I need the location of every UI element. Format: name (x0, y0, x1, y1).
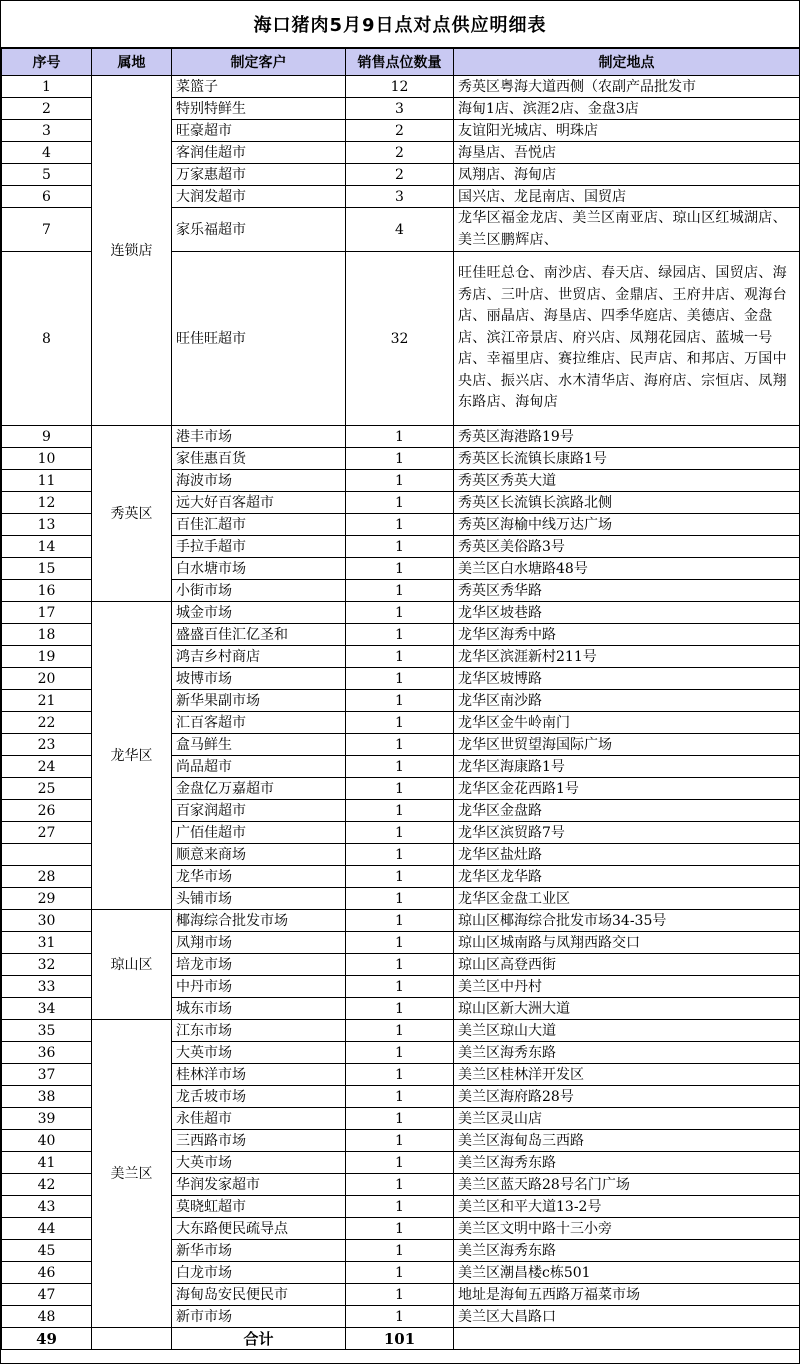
table-row (2, 1020, 800, 1042)
header-no: 序号 (2, 49, 92, 76)
qty-cell: 1 (346, 470, 454, 492)
qty-cell: 1 (346, 690, 454, 712)
location-cell: 龙华区金花西路1号 (454, 778, 800, 800)
qty-cell: 1 (346, 580, 454, 602)
location-cell: 龙华区南沙路 (454, 690, 800, 712)
customer-cell: 大英市场 (172, 1042, 346, 1064)
location-cell: 美兰区海府路28号 (454, 1086, 800, 1108)
qty-cell: 1 (346, 1042, 454, 1064)
customer-cell: 旺佳旺超市 (172, 252, 346, 426)
qty-cell: 1 (346, 668, 454, 690)
location-cell: 美兰区海秀东路 (454, 1042, 800, 1064)
qty-cell: 1 (346, 602, 454, 624)
table-row (2, 426, 800, 448)
location-cell: 龙华区福金龙店、美兰区南亚店、琼山区红城湖店、美兰区鹏辉店、 (454, 208, 800, 252)
location-cell: 秀英区粤海大道西侧（农副产品批发市 (454, 76, 800, 98)
row-number: 27 (2, 822, 92, 844)
qty-cell: 1 (346, 426, 454, 448)
customer-cell: 华润发家超市 (172, 1174, 346, 1196)
customer-cell: 凤翔市场 (172, 932, 346, 954)
customer-cell: 江东市场 (172, 1020, 346, 1042)
customer-cell: 盒马鲜生 (172, 734, 346, 756)
customer-cell: 新华果副市场 (172, 690, 346, 712)
location-cell: 美兰区海甸岛三西路 (454, 1130, 800, 1152)
row-number: 46 (2, 1262, 92, 1284)
customer-cell: 金盘亿万嘉超市 (172, 778, 346, 800)
row-number: 9 (2, 426, 92, 448)
header-row (2, 49, 800, 76)
customer-cell: 海波市场 (172, 470, 346, 492)
total-qty: 101 (346, 1328, 454, 1350)
region-cell: 秀英区 (92, 426, 172, 602)
row-number: 26 (2, 800, 92, 822)
location-cell: 龙华区坡巷路 (454, 602, 800, 624)
customer-cell: 椰海综合批发市场 (172, 910, 346, 932)
location-cell: 龙华区海秀中路 (454, 624, 800, 646)
row-number: 44 (2, 1218, 92, 1240)
qty-cell: 1 (346, 976, 454, 998)
location-cell: 龙华区滨涯新村211号 (454, 646, 800, 668)
qty-cell: 1 (346, 1196, 454, 1218)
qty-cell: 1 (346, 800, 454, 822)
total-row-number: 49 (2, 1328, 92, 1350)
row-number: 3 (2, 120, 92, 142)
location-cell: 秀英区长流镇长滨路北侧 (454, 492, 800, 514)
qty-cell: 1 (346, 734, 454, 756)
location-cell: 秀英区秀华路 (454, 580, 800, 602)
qty-cell: 1 (346, 646, 454, 668)
location-cell: 龙华区金盘工业区 (454, 888, 800, 910)
customer-cell: 城金市场 (172, 602, 346, 624)
customer-cell: 白水塘市场 (172, 558, 346, 580)
customer-cell: 家乐福超市 (172, 208, 346, 252)
qty-cell: 1 (346, 778, 454, 800)
customer-cell: 龙华市场 (172, 866, 346, 888)
qty-cell: 3 (346, 186, 454, 208)
location-cell: 龙华区世贸望海国际广场 (454, 734, 800, 756)
customer-cell: 大润发超市 (172, 186, 346, 208)
row-number: 30 (2, 910, 92, 932)
location-cell: 秀英区海榆中线万达广场 (454, 514, 800, 536)
customer-cell: 鸿吉乡村商店 (172, 646, 346, 668)
customer-cell: 百佳汇超市 (172, 514, 346, 536)
qty-cell: 12 (346, 76, 454, 98)
customer-cell: 桂林洋市场 (172, 1064, 346, 1086)
location-cell: 地址是海甸五西路万福菜市场 (454, 1284, 800, 1306)
location-cell: 美兰区文明中路十三小旁 (454, 1218, 800, 1240)
header-region: 属地 (92, 49, 172, 76)
qty-cell: 1 (346, 492, 454, 514)
customer-cell: 广佰佳超市 (172, 822, 346, 844)
row-number: 18 (2, 624, 92, 646)
qty-cell: 4 (346, 208, 454, 252)
location-cell: 秀英区美俗路3号 (454, 536, 800, 558)
location-cell: 秀英区海港路19号 (454, 426, 800, 448)
row-number: 48 (2, 1306, 92, 1328)
table-body (2, 76, 800, 1350)
qty-cell: 2 (346, 120, 454, 142)
location-cell: 龙华区金牛岭南门 (454, 712, 800, 734)
location-cell: 美兰区蓝天路28号名门广场 (454, 1174, 800, 1196)
qty-cell: 1 (346, 514, 454, 536)
customer-cell: 培龙市场 (172, 954, 346, 976)
qty-cell: 1 (346, 1306, 454, 1328)
customer-cell: 龙舌坡市场 (172, 1086, 346, 1108)
row-number: 47 (2, 1284, 92, 1306)
customer-cell: 大英市场 (172, 1152, 346, 1174)
customer-cell: 菜篮子 (172, 76, 346, 98)
location-cell: 海垦店、吾悦店 (454, 142, 800, 164)
row-number: 13 (2, 514, 92, 536)
qty-cell: 1 (346, 756, 454, 778)
location-cell: 琼山区高登西街 (454, 954, 800, 976)
total-spacer (92, 1328, 172, 1350)
location-cell: 美兰区灵山店 (454, 1108, 800, 1130)
row-number: 6 (2, 186, 92, 208)
table-row (2, 910, 800, 932)
row-number: 2 (2, 98, 92, 120)
total-label: 合计 (172, 1328, 346, 1350)
supply-table (1, 48, 800, 1350)
row-number: 5 (2, 164, 92, 186)
qty-cell: 1 (346, 1262, 454, 1284)
customer-cell: 新市市场 (172, 1306, 346, 1328)
customer-cell: 坡博市场 (172, 668, 346, 690)
row-number (2, 844, 92, 866)
location-cell: 秀英区长流镇长康路1号 (454, 448, 800, 470)
row-number: 39 (2, 1108, 92, 1130)
qty-cell: 1 (346, 998, 454, 1020)
row-number: 24 (2, 756, 92, 778)
row-number: 43 (2, 1196, 92, 1218)
qty-cell: 2 (346, 142, 454, 164)
qty-cell: 2 (346, 164, 454, 186)
region-cell: 琼山区 (92, 910, 172, 1020)
row-number: 8 (2, 252, 92, 426)
row-number: 34 (2, 998, 92, 1020)
location-cell: 美兰区中丹村 (454, 976, 800, 998)
qty-cell: 1 (346, 822, 454, 844)
location-cell: 秀英区秀英大道 (454, 470, 800, 492)
customer-cell: 新华市场 (172, 1240, 346, 1262)
row-number: 41 (2, 1152, 92, 1174)
row-number: 23 (2, 734, 92, 756)
location-cell: 琼山区城南路与凤翔西路交口 (454, 932, 800, 954)
location-cell: 龙华区滨贸路7号 (454, 822, 800, 844)
page-title: 海口猪肉5月9日点对点供应明细表 (1, 1, 799, 48)
qty-cell: 1 (346, 536, 454, 558)
row-number: 29 (2, 888, 92, 910)
row-number: 20 (2, 668, 92, 690)
customer-cell: 顺意来商场 (172, 844, 346, 866)
location-cell: 美兰区潮昌楼c栋501 (454, 1262, 800, 1284)
location-cell: 龙华区盐灶路 (454, 844, 800, 866)
row-number: 32 (2, 954, 92, 976)
qty-cell: 1 (346, 1174, 454, 1196)
location-cell: 旺佳旺总仓、南沙店、春天店、绿园店、国贸店、海秀店、三叶店、世贸店、金鼎店、王府井店、观海台店、丽晶店、海垦店、四季华庭店、美德店、金盘店、滨江帝景店、府兴店、凤翔花园店、蓝城一号店、幸福里店、赛拉维店、民声店、和邦店、万国中央店、振兴店、水木清华店、海府店、宗恒店、凤翔东路店、海甸店 (454, 252, 800, 426)
location-cell: 琼山区椰海综合批发市场34-35号 (454, 910, 800, 932)
customer-cell: 尚品超市 (172, 756, 346, 778)
customer-cell: 旺豪超市 (172, 120, 346, 142)
row-number: 17 (2, 602, 92, 624)
customer-cell: 城东市场 (172, 998, 346, 1020)
qty-cell: 1 (346, 448, 454, 470)
customer-cell: 白龙市场 (172, 1262, 346, 1284)
row-number: 16 (2, 580, 92, 602)
location-cell: 凤翔店、海甸店 (454, 164, 800, 186)
qty-cell: 1 (346, 888, 454, 910)
customer-cell: 万家惠超市 (172, 164, 346, 186)
location-cell: 美兰区大昌路口 (454, 1306, 800, 1328)
region-cell: 连锁店 (92, 76, 172, 426)
header-qty: 销售点位数量 (346, 49, 454, 76)
row-number: 15 (2, 558, 92, 580)
total-row (2, 1328, 800, 1350)
region-cell: 美兰区 (92, 1020, 172, 1328)
row-number: 37 (2, 1064, 92, 1086)
row-number: 40 (2, 1130, 92, 1152)
qty-cell: 1 (346, 1020, 454, 1042)
row-number: 19 (2, 646, 92, 668)
customer-cell: 莫晓虹超市 (172, 1196, 346, 1218)
location-cell: 龙华区坡博路 (454, 668, 800, 690)
header-customer: 制定客户 (172, 49, 346, 76)
qty-cell: 1 (346, 932, 454, 954)
location-cell: 友谊阳光城店、明珠店 (454, 120, 800, 142)
qty-cell: 1 (346, 1152, 454, 1174)
qty-cell: 1 (346, 1240, 454, 1262)
customer-cell: 手拉手超市 (172, 536, 346, 558)
customer-cell: 小街市场 (172, 580, 346, 602)
qty-cell: 32 (346, 252, 454, 426)
qty-cell: 1 (346, 1086, 454, 1108)
location-cell: 海甸1店、滨涯2店、金盘3店 (454, 98, 800, 120)
table-row (2, 76, 800, 98)
qty-cell: 1 (346, 712, 454, 734)
qty-cell: 1 (346, 1284, 454, 1306)
customer-cell: 盛盛百佳汇亿圣和 (172, 624, 346, 646)
row-number: 31 (2, 932, 92, 954)
customer-cell: 汇百客超市 (172, 712, 346, 734)
location-cell: 美兰区白水塘路48号 (454, 558, 800, 580)
customer-cell: 海甸岛安民便民市 (172, 1284, 346, 1306)
row-number: 28 (2, 866, 92, 888)
qty-cell: 1 (346, 624, 454, 646)
row-number: 45 (2, 1240, 92, 1262)
row-number: 14 (2, 536, 92, 558)
location-cell: 琼山区新大洲大道 (454, 998, 800, 1020)
qty-cell: 1 (346, 1218, 454, 1240)
customer-cell: 百家润超市 (172, 800, 346, 822)
customer-cell: 三西路市场 (172, 1130, 346, 1152)
row-number: 25 (2, 778, 92, 800)
qty-cell: 1 (346, 558, 454, 580)
row-number: 36 (2, 1042, 92, 1064)
customer-cell: 远大好百客超市 (172, 492, 346, 514)
qty-cell: 1 (346, 1108, 454, 1130)
location-cell: 龙华区金盘路 (454, 800, 800, 822)
region-cell: 龙华区 (92, 602, 172, 910)
customer-cell: 头铺市场 (172, 888, 346, 910)
location-cell: 美兰区海秀东路 (454, 1152, 800, 1174)
qty-cell: 1 (346, 1130, 454, 1152)
customer-cell: 中丹市场 (172, 976, 346, 998)
row-number: 7 (2, 208, 92, 252)
row-number: 38 (2, 1086, 92, 1108)
qty-cell: 1 (346, 844, 454, 866)
row-number: 12 (2, 492, 92, 514)
location-cell: 美兰区琼山大道 (454, 1020, 800, 1042)
row-number: 4 (2, 142, 92, 164)
location-cell: 龙华区龙华路 (454, 866, 800, 888)
location-cell: 美兰区桂林洋开发区 (454, 1064, 800, 1086)
table-row (2, 602, 800, 624)
qty-cell: 1 (346, 954, 454, 976)
qty-cell: 1 (346, 910, 454, 932)
customer-cell: 港丰市场 (172, 426, 346, 448)
row-number: 1 (2, 76, 92, 98)
qty-cell: 1 (346, 866, 454, 888)
row-number: 35 (2, 1020, 92, 1042)
location-cell: 美兰区海秀东路 (454, 1240, 800, 1262)
row-number: 21 (2, 690, 92, 712)
location-cell: 龙华区海康路1号 (454, 756, 800, 778)
location-cell: 国兴店、龙昆南店、国贸店 (454, 186, 800, 208)
header-location: 制定地点 (454, 49, 800, 76)
qty-cell: 3 (346, 98, 454, 120)
customer-cell: 大东路便民疏导点 (172, 1218, 346, 1240)
customer-cell: 家佳惠百货 (172, 448, 346, 470)
row-number: 42 (2, 1174, 92, 1196)
row-number: 33 (2, 976, 92, 998)
row-number: 11 (2, 470, 92, 492)
row-number: 10 (2, 448, 92, 470)
customer-cell: 特别特鲜生 (172, 98, 346, 120)
row-number: 22 (2, 712, 92, 734)
qty-cell: 1 (346, 1064, 454, 1086)
customer-cell: 客润佳超市 (172, 142, 346, 164)
customer-cell: 永佳超市 (172, 1108, 346, 1130)
location-cell: 美兰区和平大道13-2号 (454, 1196, 800, 1218)
total-location-empty (454, 1328, 800, 1350)
